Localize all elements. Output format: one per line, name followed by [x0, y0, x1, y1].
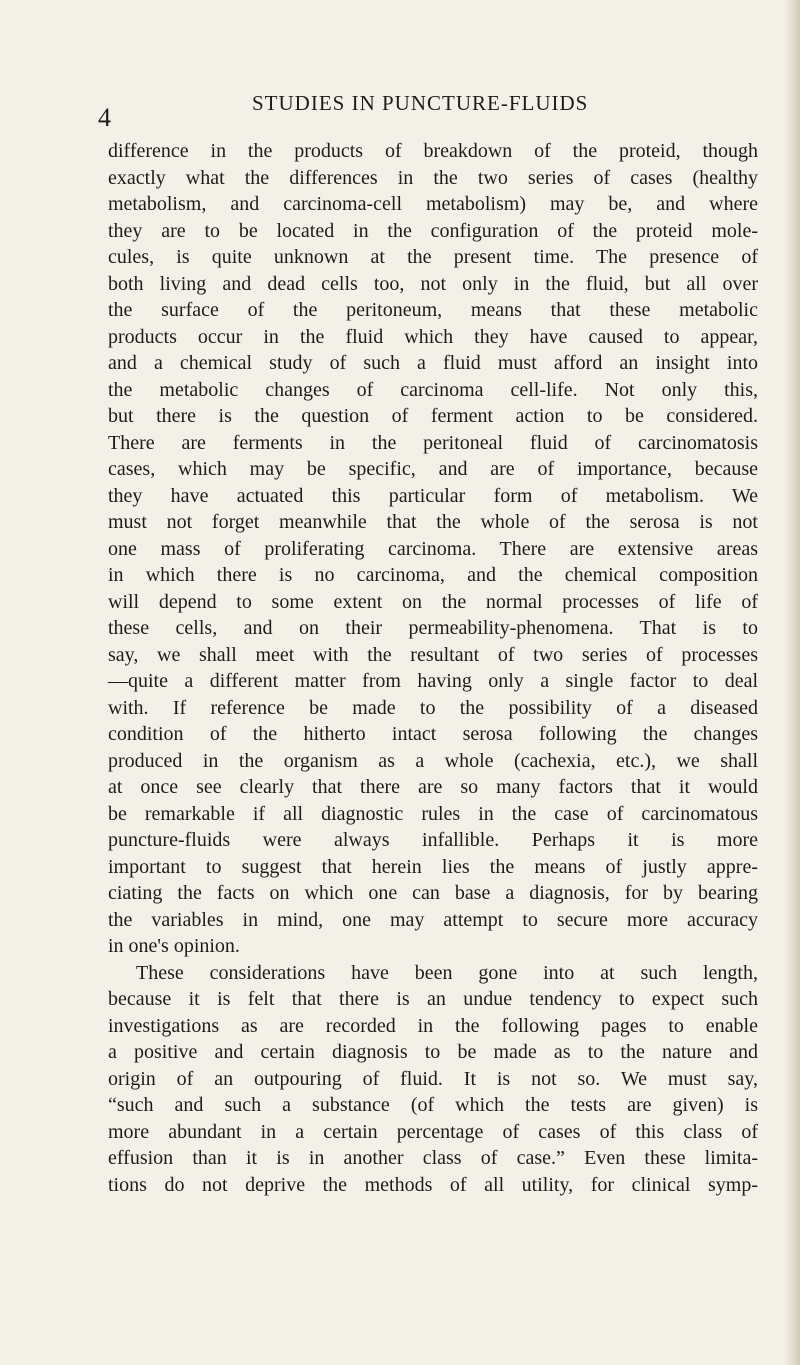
body-text: [108, 138, 758, 1198]
text-line: the variables in mind, one may attempt to secure more accuracy: [108, 908, 758, 931]
text-line: they are to be located in the configuration of the proteid mole-: [108, 219, 758, 242]
text-line: but there is the question of ferment action to be considered.: [108, 405, 758, 427]
text-line: with. If reference be made to the possibility of a diseased: [108, 696, 758, 719]
text-line: exactly what the differences in the two series of cases (healthy: [108, 166, 758, 189]
text-line: be remarkable if all diagnostic rules in the case of carcinomatous: [108, 802, 758, 825]
text-line: important to suggest that herein lies the means of justly appre-: [108, 855, 758, 878]
text-line: produced in the organism as a whole (cachexia, etc.), we shall: [108, 749, 758, 772]
text-line: the surface of the peritoneum, means that these metabolic: [108, 299, 758, 321]
text-line: will depend to some extent on the normal processes of life of: [108, 590, 758, 613]
text-line: in one's opinion.: [108, 935, 240, 957]
text-line: more abundant in a certain percentage of cases of this class of: [108, 1120, 758, 1143]
text-line: difference in the products of breakdown of the proteid, though: [108, 140, 758, 162]
page-number: 4: [98, 103, 111, 132]
text-line: the metabolic changes of carcinoma cell-life. Not only this,: [108, 378, 758, 401]
text-line: ciating the facts on which one can base a diagnosis, for by bearing: [108, 882, 758, 904]
text-line: cases, which may be specific, and are of importance, because: [108, 458, 758, 480]
text-line: must not forget meanwhile that the whole of the serosa is not: [108, 511, 758, 533]
text-line: a positive and certain diagnosis to be made as to the nature and: [108, 1041, 758, 1063]
text-line: There are ferments in the peritoneal fluid of carcinomatosis: [108, 431, 758, 454]
page-edge-shadow: [784, 0, 800, 1365]
text-line: —quite a different matter from having only a single factor to deal: [108, 670, 758, 692]
text-line: they have actuated this particular form of metabolism. We: [108, 484, 758, 507]
text-line: condition of the hitherto intact serosa following the changes: [108, 723, 758, 745]
text-line: metabolism, and carcinoma-cell metabolism) may be, and where: [108, 193, 758, 215]
text-line: tions do not deprive the methods of all utility, for clinical symp-: [108, 1173, 758, 1196]
text-line: because it is felt that there is an undue tendency to expect such: [108, 988, 758, 1010]
text-line: origin of an outpouring of fluid. It is not so. We must say,: [108, 1067, 758, 1090]
text-line: one mass of proliferating carcinoma. There are extensive areas: [108, 537, 758, 560]
running-head: STUDIES IN PUNCTURE-FLUIDS: [252, 91, 589, 115]
text-line: both living and dead cells too, not only in the fluid, but all over: [108, 272, 758, 295]
text-line: these cells, and on their permeability-phenomena. That is to: [108, 617, 758, 639]
text-line: in which there is no carcinoma, and the chemical composition: [108, 564, 758, 586]
text-line: puncture-fluids were always infallible. Perhaps it is more: [108, 829, 758, 851]
text-line: products occur in the fluid which they have caused to appear,: [108, 325, 758, 348]
text-line: cules, is quite unknown at the present time. The presence of: [108, 246, 758, 268]
text-line: and a chemical study of such a fluid must afford an insight into: [108, 352, 758, 374]
text-line: at once see clearly that there are so many factors that it would: [108, 776, 758, 798]
text-line: effusion than it is in another class of case.” Even these limita-: [108, 1147, 758, 1169]
text-line: investigations as are recorded in the following pages to enable: [108, 1014, 758, 1037]
text-line: “such and such a substance (of which the tests are given) is: [108, 1094, 758, 1116]
text-line: say, we shall meet with the resultant of two series of processes: [108, 643, 758, 666]
text-line: These considerations have been gone into at such length,: [136, 961, 758, 984]
